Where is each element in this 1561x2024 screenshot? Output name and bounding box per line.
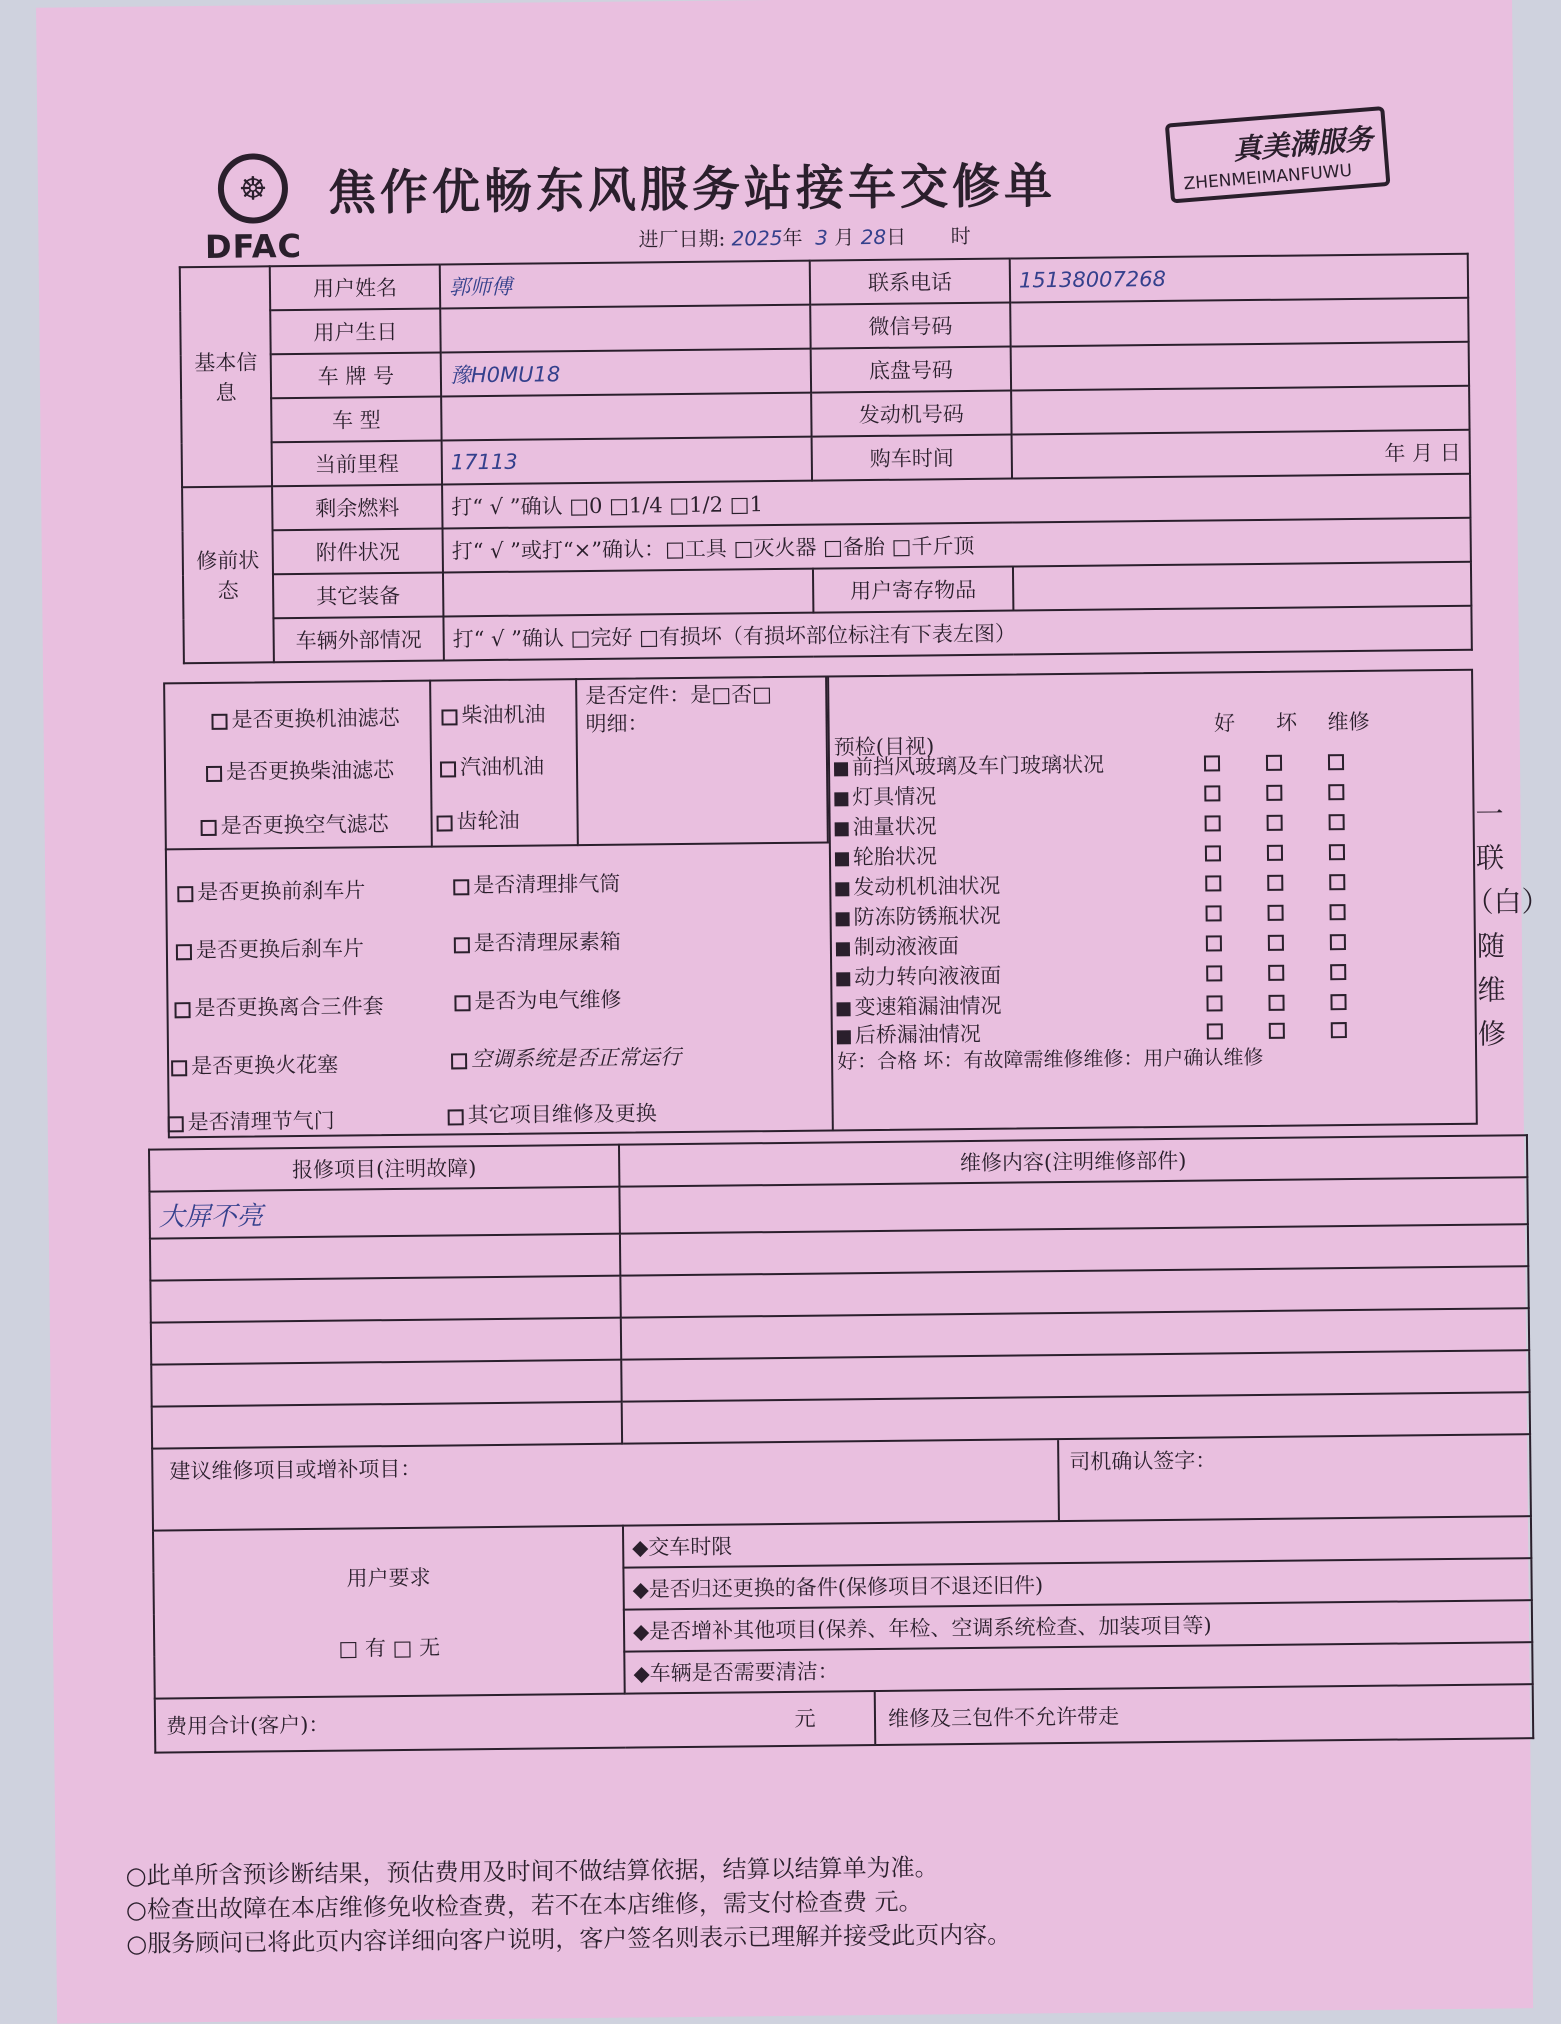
fuel-label: 剩余燃料 bbox=[272, 485, 442, 531]
service-label: 是否为电气维修 bbox=[474, 987, 622, 1014]
date-day: 28 bbox=[860, 224, 887, 250]
checkbox-bad[interactable] bbox=[1266, 784, 1282, 800]
service-label: 其它项目维修及更换 bbox=[467, 1101, 657, 1128]
fuel-options: 打“ √ ”确认 □0 □1/4 □1/2 □1 bbox=[442, 474, 1470, 529]
bullet-icon bbox=[836, 1002, 850, 1016]
deposit-label: 用户寄存物品 bbox=[813, 567, 1013, 613]
note-line: ○此单所含预诊断结果，预估费用及时间不做结算依据，结算以结算单为准。 bbox=[125, 1853, 939, 1890]
date-year: 2025 bbox=[731, 225, 783, 251]
other-equipment-value bbox=[443, 569, 813, 617]
oil-label: 柴油机油 bbox=[461, 702, 546, 728]
precheck-title: 预检(目视) bbox=[833, 734, 935, 760]
deposit-value bbox=[1013, 562, 1471, 611]
service-label: 是否更换后刹车片 bbox=[195, 936, 365, 963]
precheck-item: 后桥漏油情况 bbox=[854, 1021, 981, 1048]
bullet-icon bbox=[837, 1030, 851, 1044]
engine-value bbox=[1011, 386, 1469, 435]
basic-section-label: 基本信息 bbox=[180, 266, 272, 487]
repair-order-sheet bbox=[36, 0, 1550, 2024]
checkbox-bad[interactable] bbox=[1268, 964, 1284, 980]
dfac-logo bbox=[178, 153, 329, 267]
precheck-row bbox=[834, 749, 1104, 782]
note-line: ○检查出故障在本店维修免收检查费，若不在本店维修，需支付检查费 元。 bbox=[125, 1887, 923, 1924]
service-label: 是否清理排气筒 bbox=[473, 871, 621, 898]
cost-label: 费用合计(客户)： bbox=[165, 1712, 330, 1739]
precheck-item: 灯具情况 bbox=[852, 784, 937, 810]
precheck-item: 动力转向液液面 bbox=[854, 963, 1002, 990]
checkbox[interactable] bbox=[171, 1060, 187, 1076]
month-unit: 月 bbox=[834, 225, 855, 250]
purchase-label: 购车时间 bbox=[812, 435, 1012, 481]
model-value bbox=[441, 393, 811, 441]
repair-item-cell bbox=[150, 1276, 620, 1323]
checkbox-repair[interactable] bbox=[1329, 814, 1345, 830]
driver-sign-label: 司机确认签字： bbox=[1069, 1448, 1217, 1474]
name-label: 用户姓名 bbox=[270, 265, 440, 311]
checkbox-bad[interactable] bbox=[1267, 844, 1283, 860]
entry-date bbox=[638, 220, 970, 252]
bullet-icon bbox=[836, 942, 850, 956]
brand-cn: 真美满服务 bbox=[1231, 122, 1374, 167]
checkbox-good[interactable] bbox=[1205, 845, 1221, 861]
repair-item-cell bbox=[151, 1318, 621, 1365]
service-item[interactable] bbox=[454, 984, 621, 1016]
phone-value: 15138007268 bbox=[1010, 254, 1468, 303]
checkbox-bad[interactable] bbox=[1268, 994, 1284, 1010]
checkbox[interactable] bbox=[437, 815, 453, 831]
precheck-item: 油量状况 bbox=[852, 814, 937, 840]
filter-label: 是否更换空气滤芯 bbox=[220, 812, 389, 838]
service-item[interactable] bbox=[454, 926, 621, 958]
checkbox-good[interactable] bbox=[1205, 875, 1221, 891]
checkbox[interactable] bbox=[201, 819, 217, 835]
checkbox-repair[interactable] bbox=[1329, 844, 1345, 860]
checkbox-repair[interactable] bbox=[1329, 874, 1345, 890]
checkbox-good[interactable] bbox=[1205, 815, 1221, 831]
precheck-item: 变速箱漏油情况 bbox=[854, 993, 1002, 1020]
checkbox-bad[interactable] bbox=[1268, 934, 1284, 950]
col-bad: 坏 bbox=[1275, 710, 1298, 735]
precheck-legend: 好：合格 坏：有故障需维修维修：用户确认维修 bbox=[836, 1044, 1264, 1074]
repair-content-header: 维修内容(注明维修部件) bbox=[619, 1135, 1527, 1187]
logo-text: DFAC bbox=[204, 226, 303, 266]
basic-info-table bbox=[179, 253, 1473, 664]
service-item[interactable] bbox=[453, 868, 620, 900]
user-request-choice[interactable]: □ 有 □ 无 bbox=[338, 1635, 441, 1661]
engine-label: 发动机号码 bbox=[811, 391, 1011, 437]
service-label: 是否更换火花塞 bbox=[191, 1052, 339, 1079]
checkbox-bad[interactable] bbox=[1269, 1022, 1285, 1038]
checkbox-repair[interactable] bbox=[1329, 904, 1345, 920]
checkbox-bad[interactable] bbox=[1266, 754, 1282, 770]
bullet-icon bbox=[835, 852, 849, 866]
filter-item[interactable] bbox=[200, 808, 388, 840]
checkbox[interactable] bbox=[176, 944, 192, 960]
precheck-row bbox=[836, 990, 1001, 1022]
fixed-parts-label: 是否定件：是□否□ bbox=[585, 682, 773, 709]
filter-item[interactable] bbox=[211, 702, 399, 734]
checkbox-repair[interactable] bbox=[1328, 784, 1344, 800]
repair-item-cell bbox=[152, 1402, 622, 1449]
precheck-row bbox=[835, 870, 1000, 902]
precheck-row bbox=[834, 780, 936, 811]
service-label: 是否清理尿素箱 bbox=[473, 929, 621, 956]
purchase-value: 年 月 日 bbox=[1012, 430, 1470, 479]
service-item[interactable] bbox=[451, 1041, 681, 1073]
page-title: 焦作优畅东风服务站接车交修单 bbox=[327, 158, 1057, 222]
year-unit: 年 bbox=[782, 225, 803, 250]
birthday-label: 用户生日 bbox=[270, 309, 440, 355]
pre-repair-section-label: 修前状态 bbox=[182, 486, 274, 663]
mileage-value: 17113 bbox=[442, 437, 812, 485]
phone-label: 联系电话 bbox=[810, 259, 1010, 305]
suggest-row bbox=[152, 1434, 1531, 1530]
precheck-row bbox=[835, 810, 937, 841]
hour-unit: 时 bbox=[950, 223, 971, 249]
checkbox-repair[interactable] bbox=[1330, 994, 1346, 1010]
precheck-item: 制动液液面 bbox=[853, 934, 960, 960]
checkbox-repair[interactable] bbox=[1330, 934, 1346, 950]
exterior-label: 车辆外部情况 bbox=[273, 616, 443, 662]
service-item[interactable] bbox=[447, 1097, 656, 1129]
checkbox-good[interactable] bbox=[1207, 1023, 1223, 1039]
brand-en: ZHENMEIMANFUWU bbox=[1182, 160, 1353, 195]
checkbox-repair[interactable] bbox=[1331, 1022, 1347, 1038]
repair-item-cell bbox=[150, 1234, 620, 1281]
service-label: 是否更换前刹车片 bbox=[197, 878, 366, 905]
checkbox[interactable] bbox=[168, 1116, 184, 1132]
user-request-item: ◆交车时限 bbox=[623, 1516, 1531, 1568]
suggest-label: 建议维修项目或增补项目： bbox=[153, 1440, 1060, 1529]
checkbox[interactable] bbox=[454, 937, 470, 953]
checkbox[interactable] bbox=[453, 879, 469, 895]
precheck-item: 防冻防锈瓶状况 bbox=[853, 903, 1001, 930]
precheck-row bbox=[835, 840, 937, 871]
wechat-value bbox=[1010, 298, 1468, 347]
model-label: 车 型 bbox=[271, 397, 441, 443]
footer-notes bbox=[125, 1850, 1011, 1961]
precheck-row bbox=[835, 900, 1000, 932]
precheck-row bbox=[836, 930, 959, 961]
plate-label: 车 牌 号 bbox=[271, 353, 441, 399]
repair-item-value: 大屏不亮 bbox=[149, 1187, 619, 1239]
checkbox[interactable] bbox=[440, 761, 456, 777]
checkbox-good[interactable] bbox=[1204, 785, 1220, 801]
checkbox[interactable] bbox=[454, 995, 470, 1011]
bullet-icon bbox=[834, 762, 848, 776]
chassis-value bbox=[1011, 342, 1469, 391]
suggest-wrap bbox=[153, 1435, 1530, 1529]
service-label: 空调系统是否正常运行 bbox=[470, 1045, 682, 1072]
birthday-value bbox=[440, 305, 810, 353]
user-request-item: ◆是否增补其他项目(保养、年检、空调系统检查、加装项目等) bbox=[624, 1600, 1532, 1652]
plate-value: 豫H0MU18 bbox=[441, 349, 811, 397]
service-label: 是否更换离合三件套 bbox=[194, 994, 384, 1021]
filter-item[interactable] bbox=[206, 754, 394, 786]
copy-note: 一联（白）随维修 bbox=[1465, 797, 1550, 1051]
mileage-label: 当前里程 bbox=[272, 441, 442, 487]
checkbox[interactable] bbox=[441, 709, 457, 725]
user-request-cell bbox=[153, 1526, 625, 1699]
checkbox[interactable] bbox=[448, 1109, 464, 1125]
service-item[interactable] bbox=[177, 874, 365, 906]
oil-item[interactable] bbox=[441, 698, 545, 729]
other-equipment-label: 其它装备 bbox=[273, 572, 443, 618]
service-item[interactable] bbox=[171, 1049, 338, 1081]
day-unit: 日 bbox=[886, 224, 907, 249]
checkbox-bad[interactable] bbox=[1267, 814, 1283, 830]
bullet-icon bbox=[834, 792, 848, 806]
col-repair: 维修 bbox=[1327, 709, 1370, 735]
precheck-item: 前挡风玻璃及车门玻璃状况 bbox=[851, 752, 1105, 780]
exterior-options: 打“ √ ”确认 □完好 □有损坏（有损坏部位标注有下表左图） bbox=[443, 606, 1471, 661]
service-item[interactable] bbox=[176, 932, 364, 964]
checkbox[interactable] bbox=[451, 1053, 467, 1069]
accessory-options: 打“ √ ”或打“×”确认：□工具 □灭火器 □备胎 □千斤顶 bbox=[443, 518, 1471, 573]
repair-items-table bbox=[148, 1134, 1534, 1753]
bullet-icon bbox=[835, 822, 849, 836]
detail-label: 明细： bbox=[585, 711, 649, 737]
service-label: 是否清理节气门 bbox=[187, 1108, 335, 1135]
repair-item-cell bbox=[151, 1360, 621, 1407]
checkbox[interactable] bbox=[174, 1002, 190, 1018]
checkbox-bad[interactable] bbox=[1267, 874, 1283, 890]
precheck-item: 发动机机油状况 bbox=[853, 873, 1001, 900]
checkbox-bad[interactable] bbox=[1267, 904, 1283, 920]
service-item[interactable] bbox=[168, 1105, 335, 1137]
checkbox-good[interactable] bbox=[1206, 935, 1222, 951]
bullet-icon bbox=[835, 882, 849, 896]
service-item[interactable] bbox=[174, 990, 383, 1022]
col-good: 好 bbox=[1213, 711, 1236, 736]
cost-unit: 元 bbox=[736, 1692, 877, 1745]
cost-warning: 维修及三包件不允许带走 bbox=[887, 1704, 1120, 1731]
checkbox-repair[interactable] bbox=[1330, 964, 1346, 980]
name-value: 郭师傅 bbox=[440, 261, 810, 309]
filter-label: 是否更换柴油滤芯 bbox=[225, 758, 395, 784]
repair-item-header: 报修项目(注明故障) bbox=[149, 1145, 619, 1192]
bullet-icon bbox=[836, 972, 850, 986]
brand-stamp bbox=[1165, 106, 1391, 203]
accessory-label: 附件状况 bbox=[273, 529, 443, 575]
checkbox[interactable] bbox=[177, 886, 193, 902]
checkbox[interactable] bbox=[211, 713, 227, 729]
bullet-icon bbox=[836, 912, 850, 926]
oil-label: 汽油机油 bbox=[459, 754, 545, 780]
checkbox[interactable] bbox=[206, 765, 222, 781]
date-month: 3 bbox=[815, 225, 829, 250]
precheck-row bbox=[836, 960, 1001, 992]
checkbox-good[interactable] bbox=[1204, 755, 1220, 771]
checkbox-good[interactable] bbox=[1206, 905, 1222, 921]
user-request-item: ◆车辆是否需要清洁： bbox=[624, 1642, 1532, 1694]
chassis-label: 底盘号码 bbox=[811, 347, 1011, 393]
oil-item[interactable] bbox=[440, 750, 544, 781]
note-line: ○服务顾问已将此页内容详细向客户说明，客户签名则表示已理解并接受此页内容。 bbox=[126, 1920, 1012, 1958]
checkbox-good[interactable] bbox=[1206, 995, 1222, 1011]
date-label: 进厂日期: bbox=[638, 226, 726, 252]
wechat-label: 微信号码 bbox=[810, 303, 1010, 349]
oil-label: 齿轮油 bbox=[456, 808, 520, 834]
user-request-label: 用户要求 bbox=[346, 1565, 431, 1591]
checkbox-good[interactable] bbox=[1206, 965, 1222, 981]
user-request-item: ◆是否归还更换的备件(保修项目不退还旧件) bbox=[623, 1558, 1531, 1610]
filter-label: 是否更换机油滤芯 bbox=[231, 705, 400, 732]
oil-item[interactable] bbox=[436, 805, 519, 836]
precheck-item: 轮胎状况 bbox=[852, 844, 938, 870]
checkbox-repair[interactable] bbox=[1328, 754, 1344, 770]
precheck-columns bbox=[1193, 706, 1379, 738]
dongfeng-logo-icon: ☸ bbox=[218, 153, 289, 224]
